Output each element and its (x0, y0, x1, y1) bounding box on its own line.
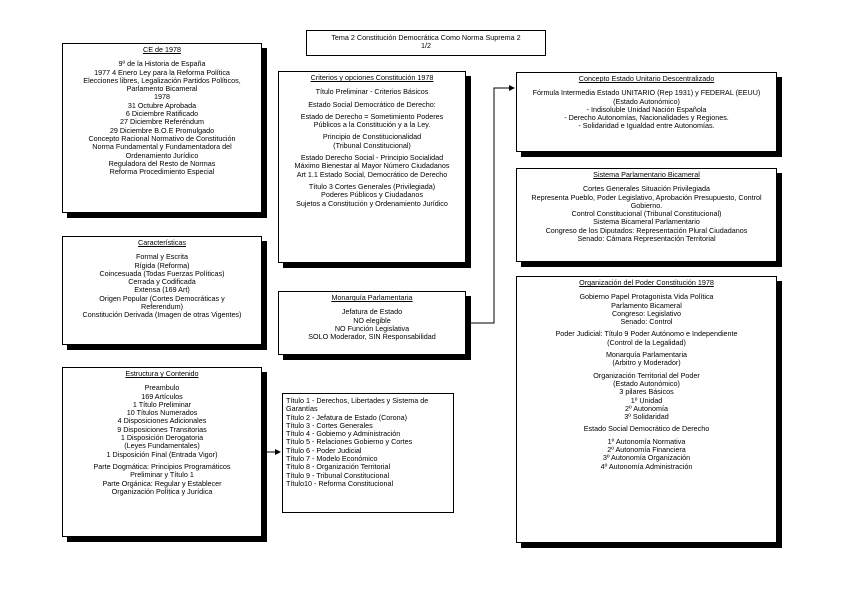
bicameral-heading: Sistema Parlamentario Bicameral (593, 171, 700, 179)
text-line: Título 4 - Gobierno y Administración (286, 430, 401, 439)
text-line: Título 8 - Organización Territorial (286, 463, 391, 472)
text-line: Gobierno. (630, 201, 663, 210)
text-line: Control Constitucional (Tribunal Constitucional) (571, 210, 722, 219)
text-line: Coincesuada (Todas Fuerzas Políticas) (99, 269, 225, 278)
organizacion-heading: Organización del Poder Constitución 1978 (579, 279, 714, 287)
text-line: Representa Pueblo, Poder Legislativo, Aprobación Presupuesto, Control (531, 193, 762, 202)
text-line: 1977 4 Enero Ley para la Reforma Política (94, 68, 230, 77)
text-line: Título 3 Cortes Generales (Privilegiada) (308, 182, 436, 191)
text-line: Fórmula Intermedia Estado UNITARIO (Rep 1931) y FEDERAL (EEUU) (532, 89, 761, 98)
text-line: Senado: Control (620, 318, 673, 327)
text-line: Cerrada y Codificada (128, 278, 196, 287)
text-line: Parlamento Bicameral (126, 85, 198, 94)
text-line: 1º Autonomía Normativa (607, 437, 686, 446)
text-line: Preliminar y Título 1 (130, 471, 194, 480)
text-line: Título 1 - Derechos, Libertades y Sistema de (286, 397, 429, 405)
text-line: Constitución Derivada (Imagen de otras Vigentes) (82, 311, 242, 320)
text-line: - Indisoluble Unidad Nación Española (586, 105, 707, 114)
arrow-monarquia-to-unitario (466, 88, 514, 323)
text-line: Art 1.1 Estado Social, Democrático de Derecho (296, 170, 448, 179)
unitario-heading: Concepto Estado Unitario Descentralizado (578, 75, 715, 83)
title-line-1: Tema 2 Constitución Democrática Como Norma Suprema 2 (331, 34, 521, 42)
text-line: Título Preliminar - Criterios Básicos (315, 88, 429, 97)
text-line: Poder Judicial: Título 9 Poder Autónomo e Independiente (555, 330, 738, 339)
text-line: Públicos a la Constitución y a la Ley. (313, 121, 431, 130)
text-line: Preambulo (144, 384, 180, 393)
text-line: Parlamento Bicameral (611, 301, 682, 310)
estructura-heading: Estructura y Contenido (125, 370, 199, 378)
text-line: Reguladora del Resto de Normas (108, 159, 216, 168)
text-line: 4º Autonomía Administración (600, 462, 693, 471)
text-line: 1 Título Preliminar (132, 400, 192, 409)
text-line: 27 Diciembre Referéndum (120, 118, 204, 127)
text-line: Título 2 - Jefatura de Estado (Corona) (286, 413, 408, 422)
text-line: Sistema Bicameral Parlamentario (593, 218, 700, 227)
text-line: Estado Social Democrático de Derecho (583, 425, 710, 434)
text-line: 6 Diciembre Ratificado (125, 110, 199, 119)
text-line: Estado Derecho Social - Principio Socialidad (300, 154, 444, 163)
text-line: Título 9 - Tribunal Constitucional (286, 471, 390, 480)
text-line: Estado de Derecho = Sometimiento Poderes (300, 112, 444, 121)
text-line: (Tribunal Constitucional) (333, 141, 411, 150)
text-line: Título10 - Reforma Constitucional (286, 479, 394, 488)
text-line: Monarquía Parlamentaria (605, 351, 688, 360)
text-line: Senado: Cámara Representación Territorial (577, 235, 716, 244)
text-line: Título 7 - Modelo Económico (286, 455, 378, 464)
text-line: 1º Unidad (630, 396, 663, 405)
text-line: Elecciones libres, Legalización Partidos Políticos, (83, 76, 241, 85)
text-line: Jefatura de Estado (341, 308, 403, 317)
text-line: Extensa (169 Art) (134, 286, 190, 295)
text-line: 1 Disposición Final (Entrada Vigor) (106, 450, 218, 459)
text-line: - Derecho Autonomías, Nacionalidades y Regiones. (564, 114, 729, 123)
text-line: Referendum) (141, 303, 183, 312)
text-line: Organización Política y Jurídica (111, 487, 213, 496)
text-line: NO Función Legislativa (334, 324, 410, 333)
text-line: Rígida (Reforma) (134, 261, 190, 270)
text-line: 3º Solidaridad (624, 413, 669, 422)
text-line: Estado Social Democrático de Derecho: (308, 100, 436, 109)
text-line: Cortes Generales Situación Privilegiada (582, 185, 711, 194)
text-line: Título 6 - Poder Judicial (286, 446, 362, 455)
text-line: (Estado Autonómico) (613, 379, 680, 388)
caracteristicas-heading: Características (138, 239, 186, 247)
text-line: (Estado Autonómico) (613, 97, 680, 106)
text-line: 1 Disposición Derogatoria (120, 434, 204, 443)
text-line: 2º Autonomía Financiera (607, 446, 686, 455)
text-line: Congreso: Legislativo (611, 309, 682, 318)
text-line: (Control de la Legalidad) (607, 338, 686, 347)
text-line: Congreso de los Diputados: Representación Plural Ciudadanos (545, 226, 748, 235)
text-line: Gobierno Papel Protagonista Vida Política (579, 293, 714, 302)
text-line: 9 Disposiciones Transitorias (117, 425, 207, 434)
text-line: Sujetos a Constitución y Ordenamiento Jurídico (296, 199, 448, 208)
text-line: Origen Popular (Cortes Democráticas y (99, 294, 225, 303)
text-line: Organización Territorial del Poder (593, 371, 700, 380)
text-line: 169 Artículos (141, 392, 183, 401)
text-line: Formal y Escrita (136, 253, 188, 262)
text-line: Máximo Bienestar al Mayor Número Ciudadanos (294, 162, 450, 171)
text-line: SOLO Moderador, SIN Responsabilidad (308, 333, 436, 342)
text-line: 3 pilares Básicos (619, 388, 674, 397)
text-line: 9º de la Historia de España (118, 60, 206, 69)
text-line: - Solidaridad e Igualdad entre Autonomías. (578, 122, 715, 131)
text-line: Concepto Racional Normativo de Constitución (88, 134, 236, 143)
monarquia-heading: Monarquía Parlamentaria (331, 294, 413, 302)
text-line: 1978 (154, 93, 170, 102)
text-line: (Arbitro y Moderador) (612, 359, 681, 368)
ce1978-heading: CE de 1978 (143, 46, 181, 54)
text-line: Poderes Públicos y Ciudadanos (321, 191, 423, 200)
text-line: Reforma Procedimiento Especial (109, 168, 215, 177)
text-line: 29 Diciembre B.O.E Promulgado (109, 126, 215, 135)
text-line: Título 3 - Cortes Generales (286, 421, 373, 430)
text-line: 4 Disposiciones Adicionales (117, 417, 207, 426)
text-line: NO elegible (353, 316, 391, 325)
text-line: 10 Títulos Numerados (126, 409, 198, 418)
text-line: Parte Dogmática: Principios Programáticos (93, 462, 231, 471)
text-line: Garantías (286, 405, 318, 414)
criterios-heading: Criterios y opciones Constitución 1978 (310, 74, 434, 82)
text-line: (Leyes Fundamentales) (124, 442, 200, 451)
title-line-2: 1/2 (421, 42, 431, 51)
text-line: Ordenamiento Jurídico (125, 151, 199, 160)
text-line: Título 5 - Relaciones Gobierno y Cortes (286, 438, 413, 447)
text-line: 3º Autonomía Organización (602, 454, 691, 463)
text-line: Parte Orgánica: Regular y Establecer (102, 479, 222, 488)
text-line: Principio de Constitucionalidad (322, 133, 422, 142)
text-line: 31 Octubre Aprobada (127, 101, 197, 110)
text-line: Norma Fundamental y Fundamentadora del (92, 143, 232, 152)
text-line: 2º Autonomía (625, 404, 668, 413)
